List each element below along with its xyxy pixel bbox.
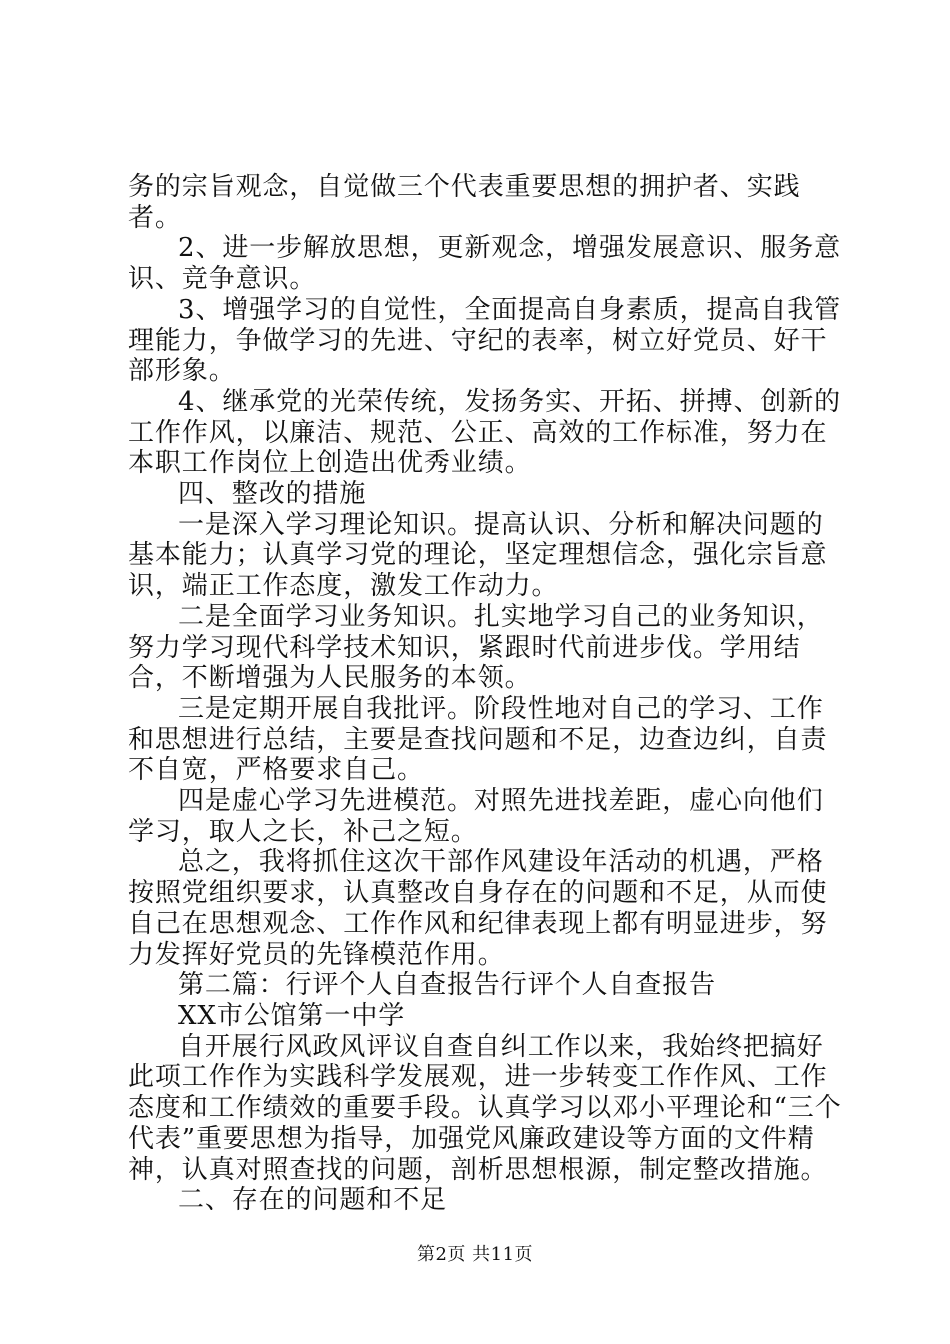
paragraph-summary: 总之，我将抓住这次干部作风建设年活动的机遇，严格按照党组织要求，认真整改自身存在的问题和不足，从而使自己在思想观念、工作作风和纪律表现上都有明显进步，努力发挥好党员的先锋模范作用。: [128, 847, 828, 970]
paragraph-measure-4: 四是虚心学习先进模范。对照先进找差距，虚心向他们学习，取人之长，补己之短。: [128, 786, 824, 847]
section-heading-problems: 二、存在的问题和不足: [178, 1185, 448, 1216]
paragraph-measure-1: 一是深入学习理论知识。提高认识、分析和解决问题的基本能力；认真学习党的理论，坚定理想信念，强化宗旨意识，端正工作态度，激发工作动力。: [128, 509, 828, 602]
page-number-footer: 第2页 共11页: [416, 1244, 534, 1265]
paragraph-continuation: 务的宗旨观念，自觉做三个代表重要思想的拥护者、实践者。: [128, 172, 801, 233]
chapter-title: 第二篇：行评个人自查报告行评个人自查报告: [178, 970, 717, 1001]
paragraph-intro: 自开展行风政风评议自查自纠工作以来，我始终把搞好此项工作作为实践科学发展观，进一步转变工作作风、工作态度和工作绩效的重要手段。认真学习以邓小平理论和“三个代表”重要思想为指导，加强党风廉政建设等方面的文件精神，认真对照查找的问题，剖析思想根源，制定整改措施。: [128, 1031, 842, 1185]
paragraph-item-2: 2、进一步解放思想，更新观念，增强发展意识、服务意识、竞争意识。: [128, 233, 842, 295]
paragraph-item-4: 4、继承党的光荣传统，发扬务实、开拓、拼搏、创新的工作作风，以廉洁、规范、公正、高效的工作标准，努力在本职工作岗位上创造出优秀业绩。: [128, 386, 842, 479]
section-heading-measures: 四、整改的措施: [178, 479, 367, 510]
paragraph-measure-3: 三是定期开展自我批评。阶段性地对自己的学习、工作和思想进行总结，主要是查找问题和不足，边查边纠，自责不自宽，严格要求自己。: [128, 693, 828, 786]
paragraph-item-3: 3、增强学习的自觉性，全面提高自身素质，提高自我管理能力，争做学习的先进、守纪的表率，树立好党员、好干部形象。: [128, 294, 842, 387]
school-name: XX市公馆第一中学: [178, 1000, 406, 1031]
document-body: [128, 172, 844, 1216]
paragraph-measure-2: 二是全面学习业务知识。扎实地学习自己的业务知识，努力学习现代科学技术知识，紧跟时代前进步伐。学用结合，不断增强为人民服务的本领。: [128, 601, 824, 694]
